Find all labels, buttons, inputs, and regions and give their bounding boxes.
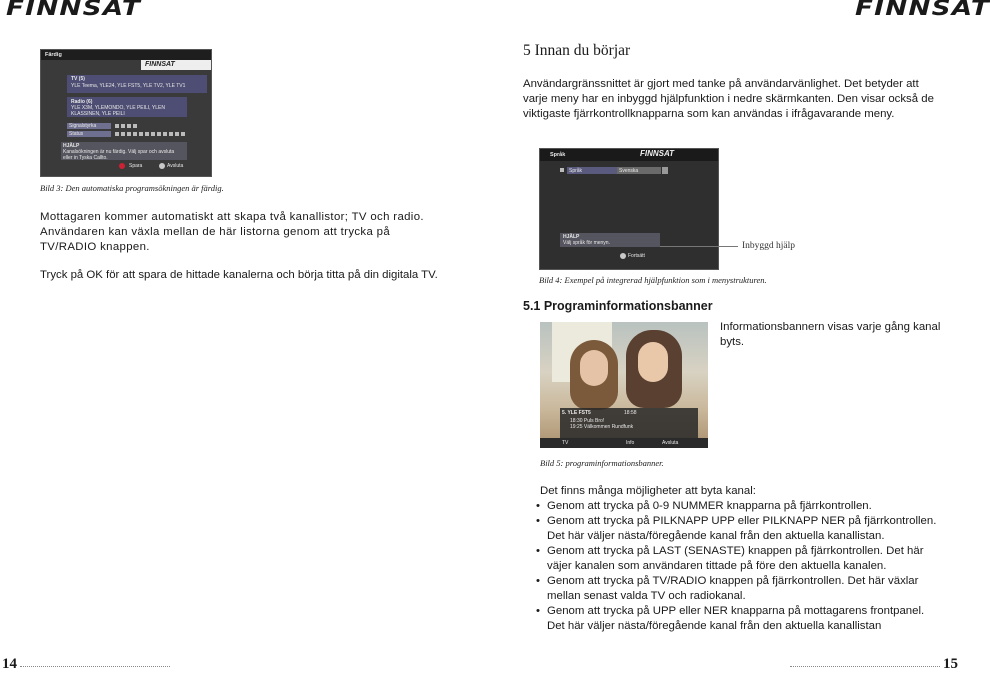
red-button-icon xyxy=(119,163,125,169)
screen3-logo: FINNSAT xyxy=(145,61,175,68)
screenshot-program-banner xyxy=(540,322,708,448)
signal-meter xyxy=(115,124,137,128)
caption-4: Bild 4: Exempel på integrerad hjälpfunktion som i menystrukturen. xyxy=(539,275,767,285)
section-heading: 5 Innan du börjar xyxy=(523,42,631,59)
list-item: • Genom att trycka på PILKNAPP UPP eller PILKNAPP NER på fjärrkontrollen. Det här väljer nästa/föregående kanal från den aktuella kanallistan. xyxy=(536,514,940,544)
banner-channel: 5. YLE FST5 xyxy=(562,410,591,416)
brand-logo-left: FINNSAT xyxy=(6,0,142,20)
screen4-row-value: Svenska xyxy=(619,168,639,174)
screenshot-language-menu xyxy=(539,148,719,270)
screen3-tv-list: YLE Teema, YLE24, YLE FST5, YLE TV2, YLE TV1 xyxy=(71,83,186,89)
screen3-radio-label: Radio (6) xyxy=(71,99,93,105)
list-item: • Genom att trycka på LAST (SENASTE) knappen på fjärrkontrollen. Det här väjer kanalen som användaren tittade på före den aktuella kanalen. xyxy=(536,544,940,574)
page-number-left: 14 xyxy=(2,656,17,672)
screen3-status-label: Status xyxy=(69,131,84,137)
list-intro: Det finns många möjligheter att byta kanal: xyxy=(540,485,756,497)
list-item: • Genom att trycka på TV/RADIO knappen på fjärrkontrollen. Det här växlar mellan senast valda TV och radiokanal. xyxy=(536,574,940,604)
screen4-logo: FINNSAT xyxy=(640,149,675,158)
page-number-right: 15 xyxy=(943,656,958,672)
paragraph-save-channels: Tryck på OK för att spara de hittade kanalerna och börja titta på din digitala TV. xyxy=(40,269,438,281)
paragraph-channel-lists: Mottagaren kommer automatiskt att skapa två kanallistor; TV och radio. Användaren kan växla mellan de här listorna genom att trycka på TV/RADIO knappen. xyxy=(40,211,424,253)
screen4-row-label: Språk xyxy=(569,168,583,174)
banner-tv-button: TV xyxy=(562,440,569,446)
screen3-save-button: Spara xyxy=(129,163,143,169)
screen4-help-text: Välj språk för menyn. xyxy=(563,240,610,246)
footer-rule-left xyxy=(20,666,170,667)
brand-logo-right: FINNSAT xyxy=(855,0,990,20)
screen3-exit-button: Avsluta xyxy=(167,163,184,169)
arrow-icon xyxy=(662,167,668,174)
screenshot-channel-search-done xyxy=(40,49,212,177)
screen3-help-title: HJÄLP xyxy=(63,143,80,149)
footer-rule-right xyxy=(790,666,940,667)
exit-button-icon xyxy=(159,163,165,169)
callout-inbyggd-hjalp: Inbyggd hjälp xyxy=(742,241,796,251)
screen3-tv-label: TV (5) xyxy=(71,76,85,82)
section-intro: Användargränssnittet är gjort med tanke på användarvänlighet. Det betyder att varje meny har en inbyggd hjälpfunktion i nedre skärmkanten. Den visar också de viktigaste fjärrkontrollknapparna som kan användas i ifrågavarande meny. xyxy=(523,78,934,120)
banner-next: 19:25 Välkommen Rundfunk xyxy=(570,424,634,430)
callout-line xyxy=(660,246,738,247)
screen4-help-title: HJÄLP xyxy=(563,234,580,240)
list-item: • Genom att trycka på 0-9 NUMMER knapparna på fjärrkontrollen. xyxy=(536,499,940,514)
banner-info-button: Info xyxy=(626,440,635,446)
banner-exit-button: Avsluta xyxy=(662,440,679,446)
caption-5: Bild 5: programinformationsbanner. xyxy=(540,458,664,468)
screen4-continue-button: Fortsätt xyxy=(628,253,645,259)
screen3-help-text: Kanalsökningen är nu färdig. Välj spar och avsluta eller in Tyska Callto. xyxy=(63,149,175,161)
subheading-banner: 5.1 Programinformationsbanner xyxy=(523,299,713,313)
banner-now: 18:30 Puls Bro! xyxy=(570,418,605,424)
banner-description: Informationsbannern visas varje gång kanal byts. xyxy=(720,321,941,348)
status-meter xyxy=(115,132,187,136)
banner-time: 18:58 xyxy=(624,410,637,416)
screen3-signal-label: Signalstyrka xyxy=(69,123,97,129)
list-item: • Genom att trycka på UPP eller NER knapparna på mottagarens frontpanel. Det här väljer nästa/föregående kanal från den aktuella kanallistan xyxy=(536,604,940,634)
caption-3: Bild 3: Den automatiska programsökningen är färdig. xyxy=(40,183,224,193)
screen3-title: Färdig xyxy=(45,52,62,58)
screen3-radio-list: YLE X3M, YLEMONDO, YLE PEILI, YLEN KLASSINEN, YLE PEILI xyxy=(71,105,165,117)
continue-button-icon xyxy=(620,253,626,259)
channel-change-list xyxy=(536,499,940,634)
screen4-title: Språk xyxy=(550,152,566,158)
